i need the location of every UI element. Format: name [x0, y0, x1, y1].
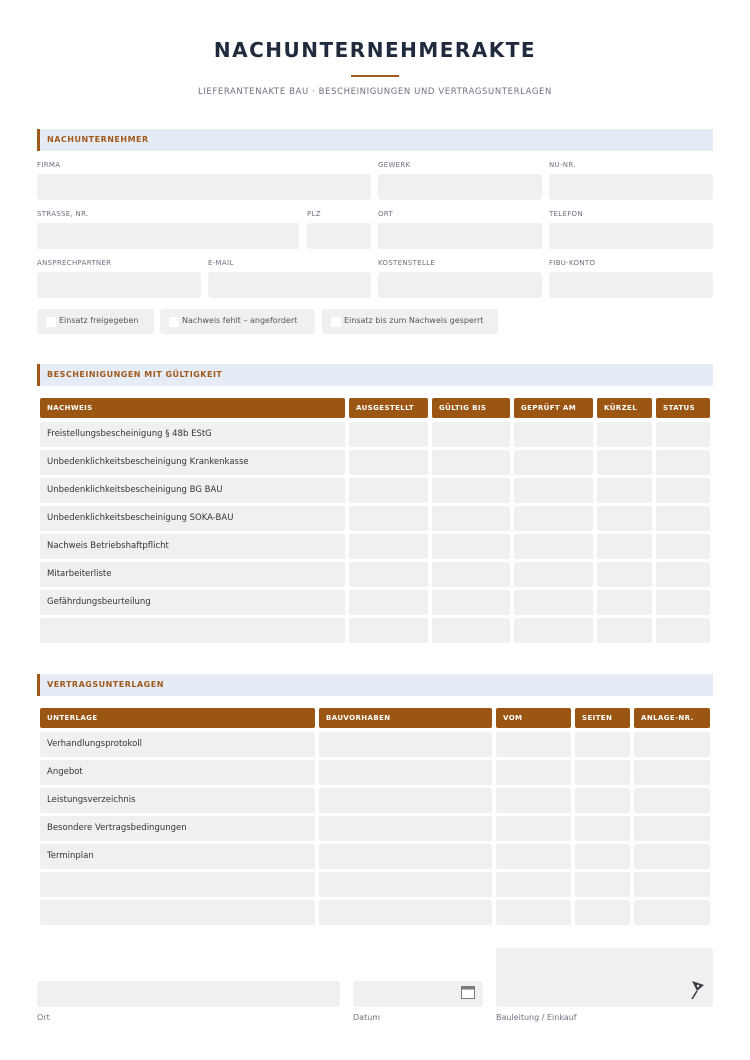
column-header	[40, 398, 345, 418]
column-header-label: GEPRÜFT AM	[521, 404, 577, 412]
table-cell-input[interactable]	[432, 562, 510, 587]
checkbox-einsatz-freigegeben[interactable]	[37, 309, 154, 334]
table-cell-input[interactable]	[432, 450, 510, 475]
table-cell-input[interactable]	[349, 506, 428, 531]
table-row[interactable]	[40, 618, 345, 643]
table-cell-input[interactable]	[432, 478, 510, 503]
telefon-input[interactable]	[549, 223, 713, 249]
column-header-label: UNTERLAGE	[47, 714, 98, 722]
column-header-label: BAUVORHABEN	[326, 714, 391, 722]
column-header	[656, 398, 710, 418]
column-header	[319, 708, 492, 728]
table-cell-input[interactable]	[597, 422, 652, 447]
table-cell-input[interactable]	[349, 562, 428, 587]
checkbox-label: Einsatz freigegeben	[59, 316, 139, 325]
firma-input[interactable]	[37, 174, 371, 200]
table-cell-input[interactable]	[514, 534, 593, 559]
column-header-label: GÜLTIG BIS	[439, 404, 487, 412]
table-cell-input[interactable]	[656, 534, 710, 559]
table-cell-input[interactable]	[349, 590, 428, 615]
label-telefon: TELEFON	[549, 210, 583, 218]
row-label: Terminplan	[47, 851, 94, 861]
label-ort: ORT	[378, 210, 394, 218]
table-cell-input[interactable]	[432, 506, 510, 531]
table-cell-input[interactable]	[597, 478, 652, 503]
table-cell-input[interactable]	[597, 506, 652, 531]
ort-input[interactable]	[378, 223, 542, 249]
strasse-input[interactable]	[37, 223, 299, 249]
row-label: Angebot	[47, 767, 83, 777]
table-cell-input[interactable]	[514, 478, 593, 503]
column-header-label: SEITEN	[582, 714, 613, 722]
gewerk-input[interactable]	[378, 174, 542, 200]
table-cell-input[interactable]	[575, 732, 630, 757]
table-cell-input[interactable]	[575, 844, 630, 869]
checkbox-nachweis-fehlt[interactable]	[160, 309, 315, 334]
column-header	[349, 398, 428, 418]
ort-input-footer[interactable]	[37, 981, 340, 1007]
row-label: Besondere Vertragsbedingungen	[47, 823, 187, 833]
row-label: Gefährdungsbeurteilung	[47, 597, 151, 607]
column-header-label: ANLAGE-NR.	[641, 714, 694, 722]
table-cell-input[interactable]	[575, 760, 630, 785]
label-plz: PLZ	[307, 210, 321, 218]
column-header	[634, 708, 710, 728]
title-divider	[351, 75, 399, 77]
table-cell-input[interactable]	[575, 900, 630, 925]
column-header	[514, 398, 593, 418]
table-cell-input[interactable]	[634, 900, 710, 925]
row-label: Unbedenklichkeitsbescheinigung BG BAU	[47, 485, 223, 495]
label-nu-nr: NU-NR.	[549, 161, 576, 169]
table-cell-input[interactable]	[496, 788, 571, 813]
column-header	[40, 708, 315, 728]
table-cell-input[interactable]	[496, 872, 571, 897]
checkbox-label: Einsatz bis zum Nachweis gesperrt	[344, 316, 484, 325]
table-cell-input[interactable]	[432, 618, 510, 643]
table-cell-input[interactable]	[656, 422, 710, 447]
checkbox-box[interactable]	[331, 317, 341, 327]
section-title: VERTRAGSUNTERLAGEN	[47, 680, 164, 689]
table-cell-input[interactable]	[496, 760, 571, 785]
table-row[interactable]	[40, 900, 315, 925]
table-cell-input[interactable]	[634, 788, 710, 813]
column-header-label: VOM	[503, 714, 523, 722]
row-label: Freistellungsbescheinigung § 48b EStG	[47, 429, 212, 439]
column-header-label: NACHWEIS	[47, 404, 93, 412]
table-cell-input[interactable]	[496, 844, 571, 869]
table-cell-input[interactable]	[656, 478, 710, 503]
table-cell-input[interactable]	[496, 816, 571, 841]
checkbox-label: Nachweis fehlt – angefordert	[182, 316, 298, 325]
label-firma: FIRMA	[37, 161, 61, 169]
table-cell-input[interactable]	[349, 422, 428, 447]
column-header	[496, 708, 571, 728]
checkbox-box[interactable]	[169, 317, 179, 327]
table-cell-input[interactable]	[349, 478, 428, 503]
nu-nr-input[interactable]	[549, 174, 713, 200]
table-cell-input[interactable]	[514, 422, 593, 447]
table-cell-input[interactable]	[432, 590, 510, 615]
section-header-bescheinigungen	[37, 364, 713, 386]
column-header	[597, 398, 652, 418]
column-header-label: KÜRZEL	[604, 404, 638, 412]
kostenstelle-input[interactable]	[378, 272, 542, 298]
label-kostenstelle: KOSTENSTELLE	[378, 259, 436, 267]
page-title: NACHUNTERNEHMERAKTE	[213, 38, 537, 62]
table-cell-input[interactable]	[634, 816, 710, 841]
row-label: Verhandlungsprotokoll	[47, 739, 143, 749]
plz-input[interactable]	[307, 223, 371, 249]
label-strasse: STRASSE, NR.	[37, 210, 89, 218]
label-fibu-konto: FIBU-KONTO	[549, 259, 596, 267]
table-cell-input[interactable]	[575, 872, 630, 897]
pen-icon	[689, 979, 707, 1001]
table-cell-input[interactable]	[349, 450, 428, 475]
label-email: E-MAIL	[208, 259, 234, 267]
footer-label-ort: Ort	[37, 1013, 50, 1022]
footer-label-bauleitung: Bauleitung / Einkauf	[496, 1013, 577, 1022]
footer-label-datum: Datum	[353, 1013, 381, 1022]
table-cell-input[interactable]	[432, 422, 510, 447]
table-cell-input[interactable]	[319, 844, 492, 869]
column-header	[575, 708, 630, 728]
table-cell-input[interactable]	[319, 900, 492, 925]
table-cell-input[interactable]	[597, 618, 652, 643]
table-cell-input[interactable]	[575, 788, 630, 813]
table-cell-input[interactable]	[319, 872, 492, 897]
table-cell-input[interactable]	[514, 506, 593, 531]
table-cell-input[interactable]	[656, 562, 710, 587]
table-cell-input[interactable]	[597, 590, 652, 615]
checkbox-box[interactable]	[46, 317, 56, 327]
ansprechpartner-input[interactable]	[37, 272, 201, 298]
column-header	[432, 398, 510, 418]
row-label: Unbedenklichkeitsbescheinigung SOKA-BAU	[47, 513, 234, 523]
checkbox-einsatz-gesperrt[interactable]	[322, 309, 498, 334]
label-gewerk: GEWERK	[378, 161, 411, 169]
table-cell-input[interactable]	[634, 760, 710, 785]
table-cell-input[interactable]	[656, 618, 710, 643]
table-cell-input[interactable]	[634, 872, 710, 897]
table-cell-input[interactable]	[319, 816, 492, 841]
table-cell-input[interactable]	[496, 900, 571, 925]
row-label: Mitarbeiterliste	[47, 569, 112, 579]
table-cell-input[interactable]	[432, 534, 510, 559]
table-cell-input[interactable]	[634, 844, 710, 869]
column-header-label: STATUS	[663, 404, 696, 412]
calendar-icon[interactable]	[461, 986, 475, 999]
table-cell-input[interactable]	[514, 450, 593, 475]
table-cell-input[interactable]	[634, 732, 710, 757]
table-cell-input[interactable]	[319, 788, 492, 813]
section-title: NACHUNTERNEHMER	[47, 135, 149, 144]
fibu-konto-input[interactable]	[549, 272, 713, 298]
table-cell-input[interactable]	[514, 590, 593, 615]
signature-area[interactable]	[496, 948, 713, 1007]
row-label: Nachweis Betriebshaftpflicht	[47, 541, 169, 551]
table-cell-input[interactable]	[656, 506, 710, 531]
row-label: Leistungsverzeichnis	[47, 795, 136, 805]
email-input[interactable]	[208, 272, 371, 298]
table-row[interactable]	[40, 872, 315, 897]
table-cell-input[interactable]	[319, 760, 492, 785]
section-header-nachunternehmer	[37, 129, 713, 151]
table-cell-input[interactable]	[496, 732, 571, 757]
table-cell-input[interactable]	[514, 562, 593, 587]
row-label: Unbedenklichkeitsbescheinigung Krankenkasse	[47, 457, 249, 467]
table-cell-input[interactable]	[656, 590, 710, 615]
table-cell-input[interactable]	[349, 534, 428, 559]
table-cell-input[interactable]	[575, 816, 630, 841]
table-cell-input[interactable]	[656, 450, 710, 475]
table-cell-input[interactable]	[597, 450, 652, 475]
table-cell-input[interactable]	[597, 562, 652, 587]
table-cell-input[interactable]	[349, 618, 428, 643]
label-ansprechpartner: ANSPRECHPARTNER	[37, 259, 112, 267]
table-cell-input[interactable]	[319, 732, 492, 757]
section-title: BESCHEINIGUNGEN MIT GÜLTIGKEIT	[47, 370, 223, 379]
column-header-label: AUSGESTELLT	[356, 404, 414, 412]
section-header-vertragsunterlagen	[37, 674, 713, 696]
table-cell-input[interactable]	[514, 618, 593, 643]
page-subtitle: LIEFERANTENAKTE BAU · BESCHEINIGUNGEN UND VERTRAGSUNTERLAGEN	[197, 87, 552, 97]
table-cell-input[interactable]	[597, 534, 652, 559]
